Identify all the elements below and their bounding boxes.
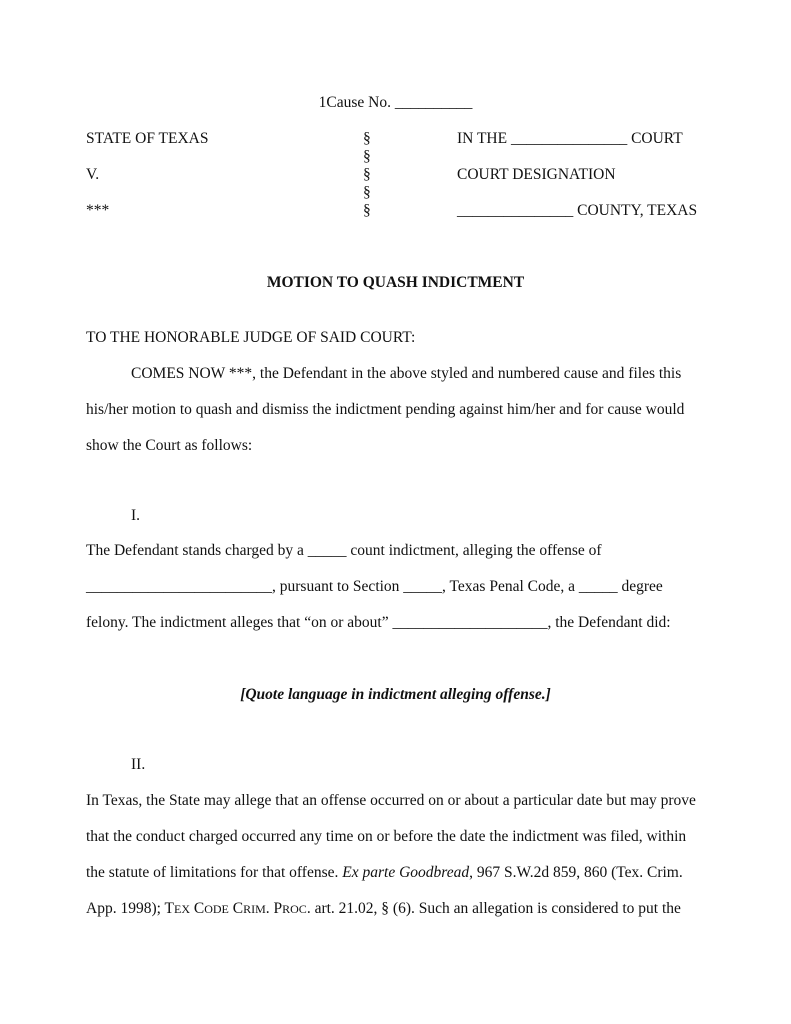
section2-text: , 967 S.W.2d 859, 860 (Tex. Crim. (469, 864, 683, 881)
caption-state: STATE OF TEXAS (86, 130, 209, 147)
section2-text: the statute of limitations for that offense. (86, 864, 343, 881)
document-title: MOTION TO QUASH INDICTMENT (266, 274, 525, 291)
caption-court: IN THE _______________ COURT (457, 130, 683, 147)
small-caps-cap: C (193, 900, 205, 917)
section-symbol: § (363, 166, 371, 183)
caption-court-designation: COURT DESIGNATION (457, 166, 616, 183)
section2-line (86, 864, 683, 882)
section2-text: App. 1998); (86, 900, 165, 917)
small-caps-cap: T (164, 900, 174, 917)
section-symbol: § (363, 202, 371, 219)
small-caps-rest: ODE (204, 902, 229, 916)
cause-number: 1Cause No. __________ (318, 94, 473, 111)
small-caps-cap: C (232, 900, 244, 917)
small-caps-cap: P (273, 900, 283, 917)
section2-text: . art. 21.02, § (6). Such an allegation is considered to put the (306, 900, 681, 917)
section1-line: The Defendant stands charged by a _____ count indictment, alleging the offense of (86, 542, 602, 559)
caption-defendant: *** (86, 202, 110, 219)
small-caps-rest: EX (173, 902, 190, 916)
intro-line: his/her motion to quash and dismiss the indictment pending against him/her and for cause would (86, 401, 685, 418)
quote-placeholder: [Quote language in indictment alleging offense.] (240, 686, 551, 703)
section-symbol: § (363, 184, 371, 201)
salutation: TO THE HONORABLE JUDGE OF SAID COURT: (86, 329, 416, 346)
section-numeral-1: I. (131, 507, 141, 524)
section2-line: App. 1998); TEX CODE CRIM. PROC. art. 21.02, § (6). Such an allegation is considered to put the (86, 900, 681, 917)
section1-line: ________________________, pursuant to Section _____, Texas Penal Code, a _____ degree (86, 578, 663, 595)
small-caps-rest: RIM (243, 902, 266, 916)
small-caps-rest: ROC (282, 902, 307, 916)
caption-county: _______________ COUNTY, TEXAS (457, 202, 698, 219)
case-citation: Ex parte Goodbread (342, 864, 470, 881)
section-symbol: § (363, 130, 371, 147)
caption-versus: V. (86, 166, 100, 183)
intro-line: show the Court as follows: (86, 437, 253, 454)
section2-line: In Texas, the State may allege that an offense occurred on or about a particular date but may prove (86, 792, 696, 809)
section-numeral-2: II. (131, 756, 146, 773)
intro-line: COMES NOW ***, the Defendant in the above styled and numbered cause and files this (131, 365, 682, 382)
section-symbol: § (363, 148, 371, 165)
section1-line: felony. The indictment alleges that “on or about” ____________________, the Defendant did: (86, 614, 671, 631)
section2-line: that the conduct charged occurred any time on or before the date the indictment was filed, within (86, 828, 687, 845)
